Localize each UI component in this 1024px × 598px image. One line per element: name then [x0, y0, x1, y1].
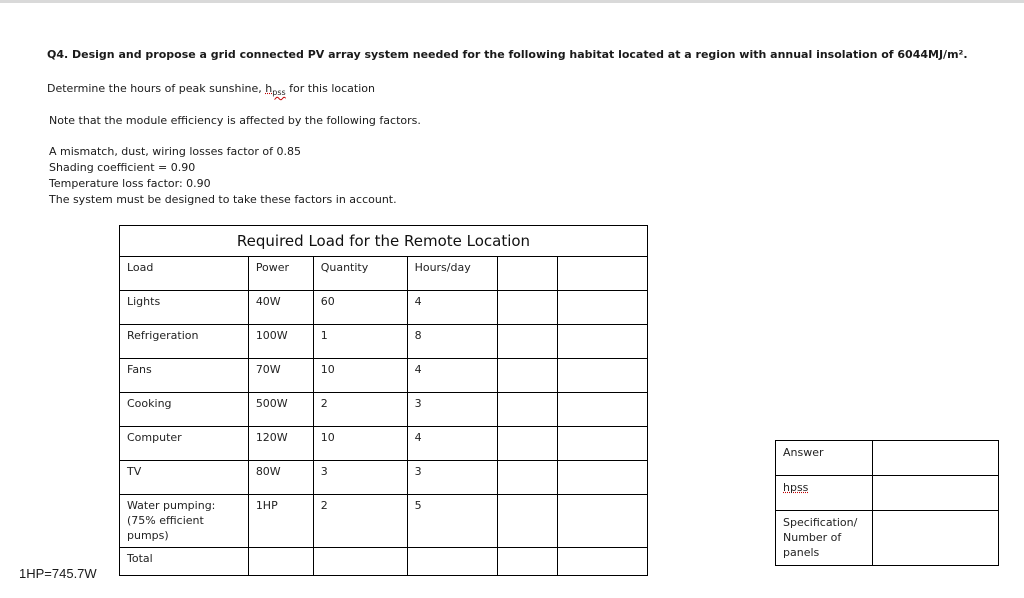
- blank-cell: [558, 359, 648, 393]
- cell-quantity: 10: [313, 427, 407, 461]
- spec-label: Specification/ Number of panels: [776, 511, 873, 566]
- header-load: Load: [120, 257, 249, 291]
- cell-hours: 8: [407, 325, 498, 359]
- cell-power: 70W: [248, 359, 313, 393]
- blank-cell: [498, 548, 558, 576]
- determine-after: for this location: [285, 82, 375, 95]
- cell-load: TV: [120, 461, 249, 495]
- answer-header: Answer: [776, 441, 873, 476]
- blank-cell: [407, 548, 498, 576]
- cell-hours: 5: [407, 495, 498, 548]
- total-label: Total: [120, 548, 249, 576]
- spec-answer-field[interactable]: [872, 511, 998, 566]
- hpss-label-text: hpss: [783, 481, 809, 494]
- cell-quantity: 2: [313, 393, 407, 427]
- table-row: [120, 393, 648, 427]
- cell-quantity: 3: [313, 461, 407, 495]
- header-power: Power: [248, 257, 313, 291]
- hpss-answer-field[interactable]: [872, 476, 998, 511]
- cell-load: Fans: [120, 359, 249, 393]
- answer-header-row: [776, 441, 999, 476]
- determine-before: Determine the hours of peak sunshine,: [47, 82, 266, 95]
- blank-cell: [498, 461, 558, 495]
- cell-load: Refrigeration: [120, 325, 249, 359]
- load-table-title: Required Load for the Remote Location: [120, 226, 648, 257]
- blank-cell: [558, 325, 648, 359]
- cell-power: 120W: [248, 427, 313, 461]
- cell-load: Lights: [120, 291, 249, 325]
- header-quantity: Quantity: [313, 257, 407, 291]
- cell-load: Computer: [120, 427, 249, 461]
- cell-quantity: 10: [313, 359, 407, 393]
- hpss-label: [776, 476, 873, 511]
- determine-h: h: [265, 82, 273, 95]
- spec-row: [776, 511, 999, 566]
- table-row: [120, 359, 648, 393]
- cell-hours: 3: [407, 461, 498, 495]
- factor-design-note: The system must be designed to take these factors in account.: [49, 193, 397, 206]
- load-table: [119, 225, 648, 576]
- factors-list: [49, 144, 397, 208]
- cell-load: Cooking: [120, 393, 249, 427]
- blank-cell: [498, 291, 558, 325]
- factor-shading: Shading coefficient = 0.90: [49, 161, 196, 174]
- cell-power: 1HP: [248, 495, 313, 548]
- hpss-row: [776, 476, 999, 511]
- blank-cell: [313, 548, 407, 576]
- cell-hours: 3: [407, 393, 498, 427]
- table-row: [120, 427, 648, 461]
- blank-cell: [498, 393, 558, 427]
- hp-conversion: 1HP=745.7W: [19, 566, 97, 581]
- blank-cell: [558, 427, 648, 461]
- note-text: Note that the module efficiency is affected by the following factors.: [49, 114, 421, 127]
- cell-hours: 4: [407, 291, 498, 325]
- table-row: [120, 461, 648, 495]
- cell-power: 500W: [248, 393, 313, 427]
- top-border: [0, 0, 1024, 3]
- cell-power: 40W: [248, 291, 313, 325]
- determine-sub: pss: [272, 88, 286, 97]
- question-heading: Q4. Design and propose a grid connected PV array system needed for the following habitat located at a region with annual insolation of 6044MJ/m².: [47, 48, 968, 61]
- load-table-title-row: [120, 226, 648, 257]
- table-row: [120, 325, 648, 359]
- blank-cell: [558, 548, 648, 576]
- blank-cell: [498, 325, 558, 359]
- determine-text: [47, 81, 375, 97]
- cell-quantity: 1: [313, 325, 407, 359]
- blank-cell: [498, 359, 558, 393]
- blank-cell: [558, 461, 648, 495]
- cell-load: Water pumping: (75% efficient pumps): [120, 495, 249, 548]
- cell-quantity: 2: [313, 495, 407, 548]
- factor-mismatch: A mismatch, dust, wiring losses factor of 0.85: [49, 145, 301, 158]
- table-row: [120, 495, 648, 548]
- cell-power: 80W: [248, 461, 313, 495]
- table-row: [120, 291, 648, 325]
- cell-hours: 4: [407, 359, 498, 393]
- factor-temperature: Temperature loss factor: 0.90: [49, 177, 211, 190]
- cell-hours: 4: [407, 427, 498, 461]
- blank-cell: [558, 257, 648, 291]
- blank-cell: [558, 291, 648, 325]
- cell-quantity: 60: [313, 291, 407, 325]
- blank-cell: [498, 427, 558, 461]
- blank-cell: [558, 393, 648, 427]
- cell-power: 100W: [248, 325, 313, 359]
- blank-cell: [248, 548, 313, 576]
- blank-cell: [558, 495, 648, 548]
- header-hours: Hours/day: [407, 257, 498, 291]
- load-table-header-row: [120, 257, 648, 291]
- blank-cell: [498, 257, 558, 291]
- answer-table: [775, 440, 999, 566]
- total-row: [120, 548, 648, 576]
- answer-field[interactable]: [872, 441, 998, 476]
- blank-cell: [498, 495, 558, 548]
